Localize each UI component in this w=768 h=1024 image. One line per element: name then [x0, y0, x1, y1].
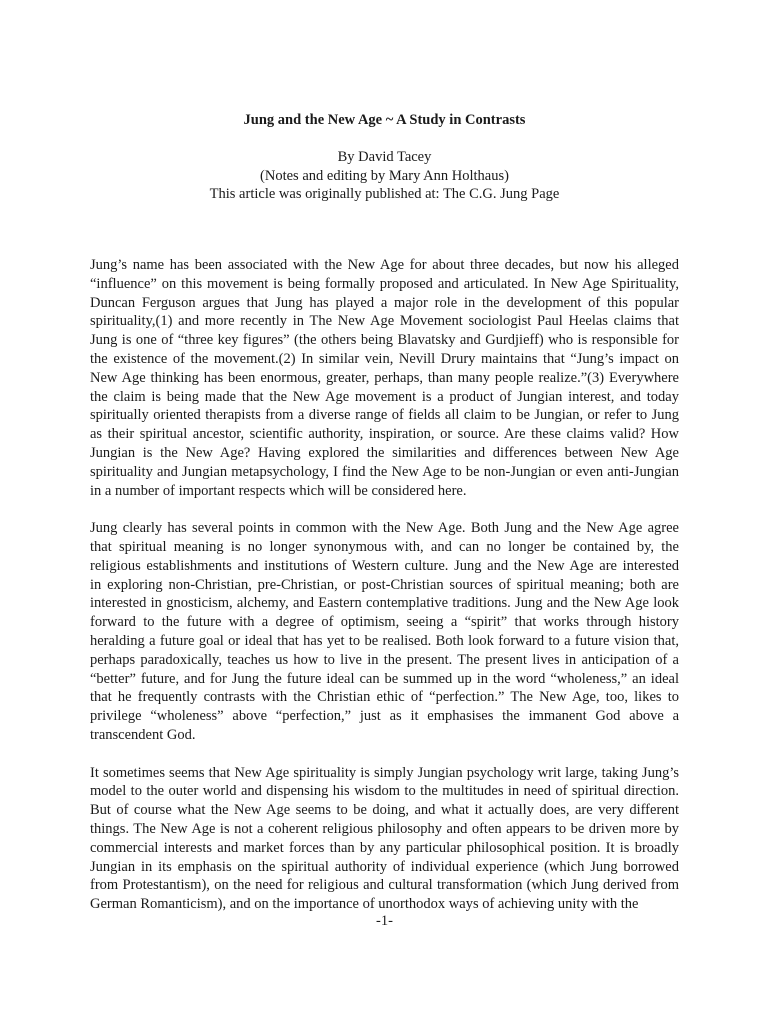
paragraph-line: It sometimes seems that New Age spirituality is simply Jungian psychology writ large, taking Jung’s — [90, 764, 679, 781]
page-number: -1- — [376, 913, 393, 929]
paragraph-line: “influence” on this movement is being formally proposed and articulated. In New Age Spirituality, — [90, 275, 679, 292]
document-page — [90, 0, 679, 1024]
paragraph-line: forward to the future with a degree of optimism, seeing a “spirit” that works through history — [90, 614, 679, 631]
paragraph-line: Jungian is the New Age? Having explored the similarities and differences between New Age — [90, 444, 679, 461]
paragraph-line: But of course what the New Age seems to be doing, and what it actually does, are very different — [90, 802, 679, 819]
paragraph-line: perhaps paradoxically, teaches us how to live in the present. The present lives in anticipation of a — [90, 651, 679, 668]
paragraph-line: privilege “wholeness” above “perfection,” just as it emphasises the immanent God above a — [90, 708, 679, 725]
paragraph-line: Jungian in its emphasis on the spiritual authority of individual experience (which Jung borrowed — [90, 858, 679, 875]
source-line: This article was originally published at: The C.G. Jung Page — [209, 186, 560, 202]
paragraph-line: commercial interests and market forces than by any particular philosophical position. It is broadly — [90, 839, 679, 856]
paragraph-line: as their spiritual ancestor, scientific authority, inspiration, or source. Are these claims valid? How — [90, 426, 679, 443]
paragraph — [90, 256, 679, 500]
paragraph-line: the claim is being made that the New Age movement is a product of Jungian interest, and today — [90, 388, 679, 405]
paragraph-line: things. The New Age is not a coherent religious philosophy and often appears to be driven more by — [90, 820, 679, 837]
author-line: By David Tacey — [337, 149, 432, 165]
paragraph-line: in exploring non-Christian, pre-Christian, or post-Christian sources of spiritual meaning; both are — [90, 576, 679, 593]
paragraph-line: New Age thinking has been enormous, greater, perhaps, than many people realize.”(3) Everywhere — [90, 369, 679, 386]
paragraph — [90, 764, 679, 914]
paragraph-line: Duncan Ferguson argues that Jung has played a major role in the development of this popular — [90, 294, 679, 311]
paragraph-line: Jung clearly has several points in common with the New Age. Both Jung and the New Age agree — [90, 520, 679, 537]
editor-line: (Notes and editing by Mary Ann Holthaus) — [260, 167, 509, 184]
paragraph-line: from Protestantism), on the need for religious and cultural transformation (which Jung derived from — [90, 877, 679, 894]
paragraph-line: that he frequently contrasts with the Christian ethic of “perfection.” The New Age, too, likes to — [90, 689, 679, 706]
paragraph-gap — [90, 745, 679, 764]
paragraph — [90, 519, 679, 745]
paragraph-line: spirituality,(1) and more recently in The New Age Movement sociologist Paul Heelas claims that — [90, 313, 679, 330]
paragraph-line: in a number of important respects which will be considered here. — [90, 482, 467, 499]
document-title: Jung and the New Age ~ A Study in Contrasts — [243, 112, 526, 128]
paragraph-line: heralding a future goal or ideal that has yet to be realised. Both look forward to a future vision that, — [90, 632, 679, 649]
paragraph-line: transcendent God. — [90, 726, 196, 743]
paragraph-line: spiritually oriented therapists from a diverse range of fields all claim to be Jungian, or refer to Jung — [90, 407, 679, 424]
paragraph-line: spirituality and Jungian metapsychology, I find the New Age to be non-Jungian or even anti-Jungian — [90, 463, 679, 480]
paragraph-line: the existence of the movement.(2) In similar vein, Nevill Drury maintains that “Jung’s impact on — [90, 350, 679, 367]
paragraph-gap — [90, 500, 679, 519]
paragraph-line: “better” future, and for Jung the future ideal can be summed up in the word “wholeness,” an ideal — [90, 670, 679, 687]
paragraph-line: German Romanticism), and on the importance of unorthodox ways of achieving unity with the — [90, 896, 639, 913]
paragraph-line: interested in gnosticism, alchemy, and Eastern contemplative traditions. Jung and the New Age look — [90, 595, 679, 612]
paragraph-line: Jung is one of “three key figures” (the others being Blavatsky and Gurdjieff) who is responsible for — [90, 332, 679, 349]
paragraph-line: model to the outer world and dispensing his wisdom to the multitudes in need of spiritual direction. — [90, 783, 679, 800]
paragraph-line: that spiritual meaning is no longer synonymous with, and can no longer be contained by, the — [90, 538, 679, 555]
paragraph-line: religious establishments and institutions of Western culture. Jung and the New Age are interested — [90, 557, 679, 574]
paragraph-line: Jung’s name has been associated with the New Age for about three decades, but now his alleged — [90, 257, 679, 273]
byline-block — [90, 148, 679, 204]
article-body — [90, 256, 679, 914]
